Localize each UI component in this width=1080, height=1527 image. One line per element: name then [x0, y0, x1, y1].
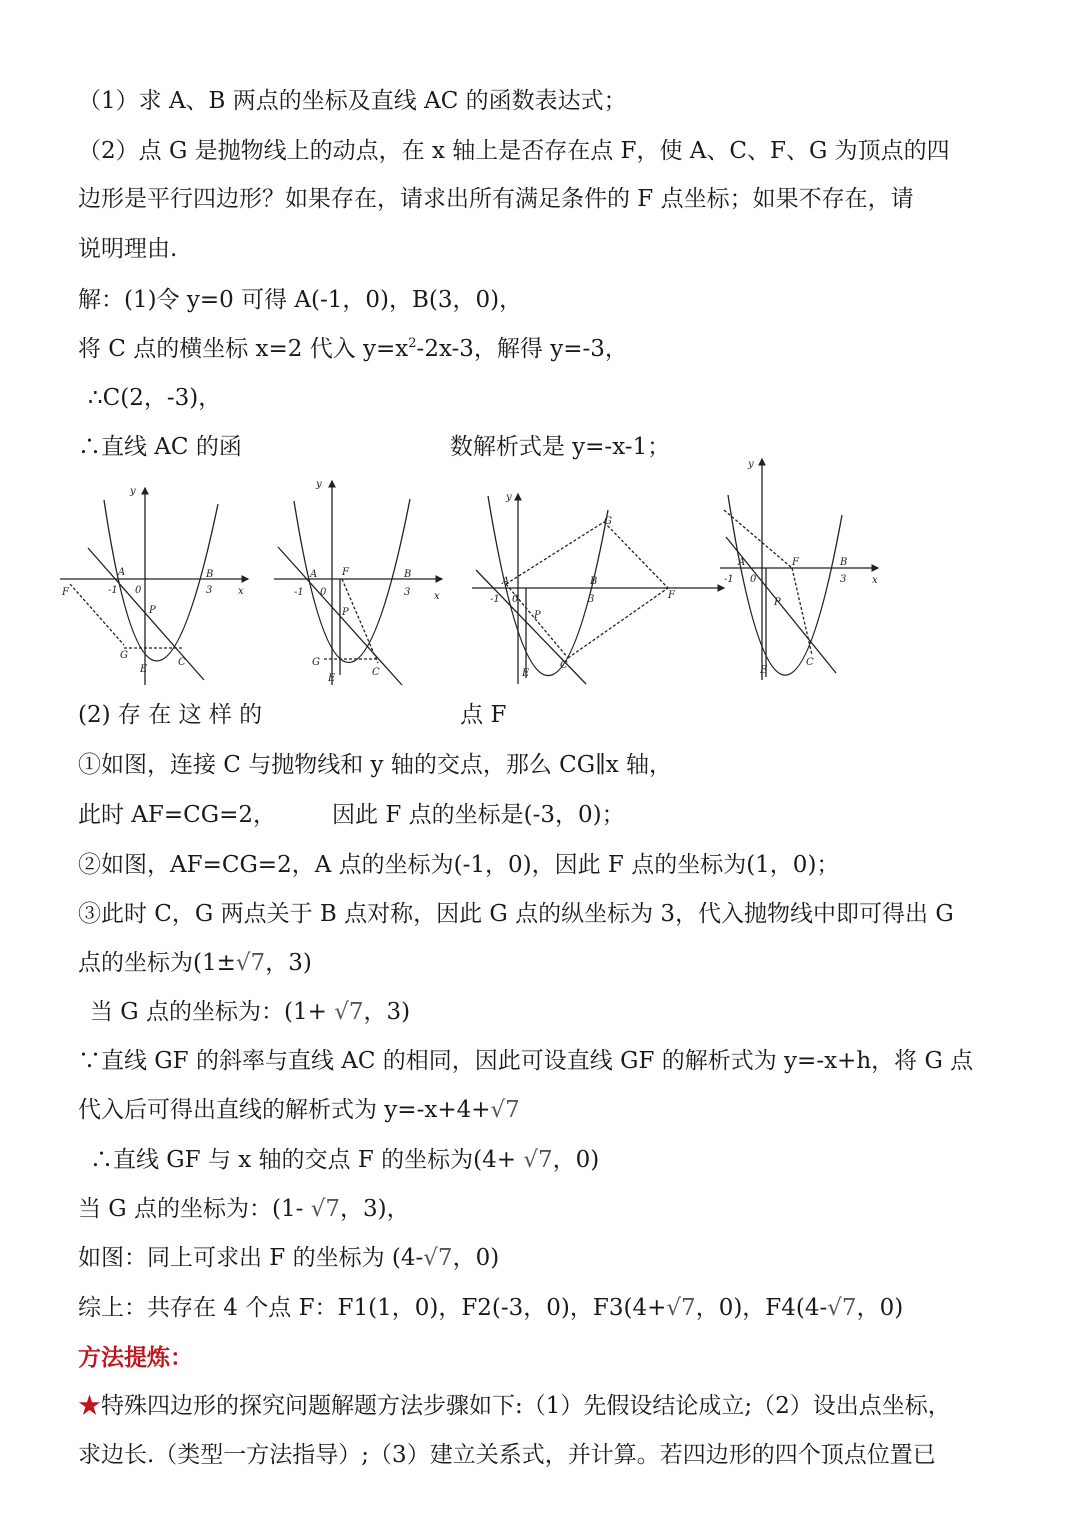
sqrt7: √7 [666, 1295, 696, 1321]
fig4-x-label: x [872, 575, 878, 586]
fig3-F: F [668, 590, 675, 601]
fig1-neg1: -1 [108, 585, 118, 596]
question-2-line-2: 边形是平行四边形？如果存在，请求出所有满足条件的 F 点坐标；如果不存在，请 [78, 186, 914, 212]
fig3-y-label: y [506, 492, 512, 503]
fig1-E: E [140, 664, 148, 675]
fig2-P: P [342, 607, 349, 618]
fig4-A: A [738, 557, 746, 568]
fig1-F: F [62, 587, 69, 598]
sqrt7: √7 [235, 950, 266, 976]
summary-b: ，0)，F4(4- [695, 1295, 828, 1321]
fig2-x-label: x [434, 591, 440, 602]
solution-line-4-b: 数解析式是 y=-x-1； [449, 434, 671, 460]
part2-title-a: (2) 存 在 这 样 的 [78, 702, 263, 728]
fig1-P: P [149, 605, 156, 616]
fig1-zero: 0 [135, 585, 142, 596]
fig2-C: C [372, 667, 380, 678]
method-line-1-text: 特殊四边形的探究问题解题方法步骤如下:（1）先假设结论成立;（2）设出点坐标， [101, 1393, 951, 1419]
solution-line-2 [78, 334, 628, 364]
fig3-B: B [590, 576, 598, 587]
fig1-x-label: x [238, 586, 244, 597]
case-6 [90, 1145, 599, 1175]
case-5-b [78, 1095, 520, 1125]
case-3: ③此时 C，G 两点关于 B 点对称，因此 G 点的纵坐标为 3，代入抛物线中即可得出 G [78, 901, 954, 927]
fig3-P: P [534, 610, 541, 621]
exponent: 2 [408, 336, 417, 351]
sqrt7: √7 [334, 999, 364, 1025]
method-line-2: 求边长.（类型一方法指导）;（3）建立关系式，并计算。若四边形的四个顶点位置已 [78, 1442, 936, 1468]
case-4-a: 当 G 点的坐标为：(1+ [90, 999, 335, 1025]
fig4-F: F [792, 557, 799, 568]
question-2-line-1: （2）点 G 是抛物线上的动点，在 x 轴上是否存在点 F，使 A、C、F、G 为顶点的四 [78, 138, 950, 164]
fig3-E: E [522, 668, 530, 679]
sqrt7: √7 [523, 1147, 553, 1173]
fig2-G: G [312, 657, 320, 668]
solution-line-2-b: -2x-3，解得 y=-3， [416, 336, 628, 362]
fig3-A: A [502, 576, 510, 587]
fig4-neg1: -1 [724, 574, 734, 585]
part2-title [78, 700, 506, 730]
case-1-b-a: 此时 AF=CG=2， [78, 802, 277, 828]
fig4-E: E [760, 665, 768, 676]
figure-4 [718, 455, 886, 690]
case-3-b-a: 点的坐标为(1± [78, 950, 236, 976]
star-icon: ★ [78, 1393, 101, 1419]
part2-title-b: 点 F [460, 702, 507, 728]
case-6-b: ，0) [552, 1147, 600, 1173]
figure-1 [58, 480, 258, 690]
summary-c: ，0) [856, 1295, 904, 1321]
figure-3 [468, 488, 730, 688]
fig4-C: C [806, 657, 814, 668]
question-1: （1）求 A、B 两点的坐标及直线 AC 的函数表达式； [78, 88, 627, 114]
sqrt7: √7 [490, 1097, 520, 1123]
case-5-b-text: 代入后可得出直线的解析式为 y=-x+4+ [78, 1097, 491, 1123]
case-4 [90, 997, 410, 1027]
figure-2 [270, 475, 455, 690]
summary-a: 综上：共存在 4 个点 F：F1(1，0)，F2(-3，0)，F3(4+ [78, 1295, 667, 1321]
method-line-1 [78, 1391, 951, 1421]
fig1-B: B [206, 569, 214, 580]
fig4-zero: 0 [750, 574, 757, 585]
solution-line-3: ∴C(2，-3)， [88, 385, 222, 411]
fig2-A: A [310, 569, 318, 580]
sqrt7: √7 [827, 1295, 857, 1321]
case-1-b-b: 因此 F 点的坐标是(-3，0)； [332, 802, 625, 828]
fig1-C: C [178, 657, 186, 668]
solution-line-2-a: 将 C 点的横坐标 x=2 代入 y=x [78, 336, 409, 362]
fig2-three: 3 [404, 587, 411, 598]
fig3-C: C [560, 660, 568, 671]
solution-line-4 [78, 432, 670, 462]
sqrt7: √7 [310, 1196, 340, 1222]
case-6-a: ∴直线 GF 与 x 轴的交点 F 的坐标为(4+ [90, 1147, 524, 1173]
fig2-F: F [342, 567, 349, 578]
fig2-B: B [404, 569, 412, 580]
fig2-y-label: y [316, 479, 322, 490]
case-4-b: ，3) [363, 999, 411, 1025]
case-7-a: 当 G 点的坐标为：(1- [78, 1196, 311, 1222]
case-7-b: ，3)， [339, 1196, 410, 1222]
fig3-zero: 0 [512, 594, 519, 605]
fig3-neg1: -1 [490, 594, 500, 605]
fig4-y-label: y [748, 459, 754, 470]
case-8-a: 如图：同上可求出 F 的坐标为 (4- [78, 1245, 424, 1271]
fig2-neg1: -1 [294, 587, 304, 598]
fig1-G: G [120, 650, 128, 661]
fig4-B: B [840, 557, 848, 568]
case-7 [78, 1194, 410, 1224]
fig4-P: P [774, 597, 781, 608]
case-3-b [78, 948, 312, 978]
case-8-b: ，0) [452, 1245, 500, 1271]
solution-line-4-a: ∴直线 AC 的函 [78, 434, 242, 460]
case-1: ①如图，连接 C 与抛物线和 y 轴的交点，那么 CG∥x 轴， [78, 752, 673, 778]
summary [78, 1293, 903, 1323]
fig1-A: A [118, 567, 126, 578]
fig2-zero: 0 [320, 587, 327, 598]
case-8 [78, 1243, 499, 1273]
fig3-three: 3 [588, 594, 595, 605]
method-heading: 方法提炼： [78, 1344, 193, 1371]
fig1-y-label: y [130, 486, 136, 497]
sqrt7: √7 [423, 1245, 453, 1271]
case-2: ②如图，AF=CG=2，A 点的坐标为(-1，0)，因此 F 点的坐标为(1，0)； [78, 852, 840, 878]
case-5: ∵直线 GF 的斜率与直线 AC 的相同，因此可设直线 GF 的解析式为 y=-x+h，将 G 点 [78, 1048, 974, 1074]
question-2-line-3: 说明理由. [78, 236, 178, 262]
fig1-three: 3 [206, 585, 213, 596]
case-1-b [78, 800, 625, 830]
solution-line-1: 解：(1)令 y=0 可得 A(-1，0)，B(3，0)， [78, 287, 523, 313]
case-3-b-b: ，3) [265, 950, 312, 976]
fig4-three: 3 [840, 574, 847, 585]
fig3-G: G [604, 516, 612, 527]
fig2-E: E [328, 673, 336, 684]
